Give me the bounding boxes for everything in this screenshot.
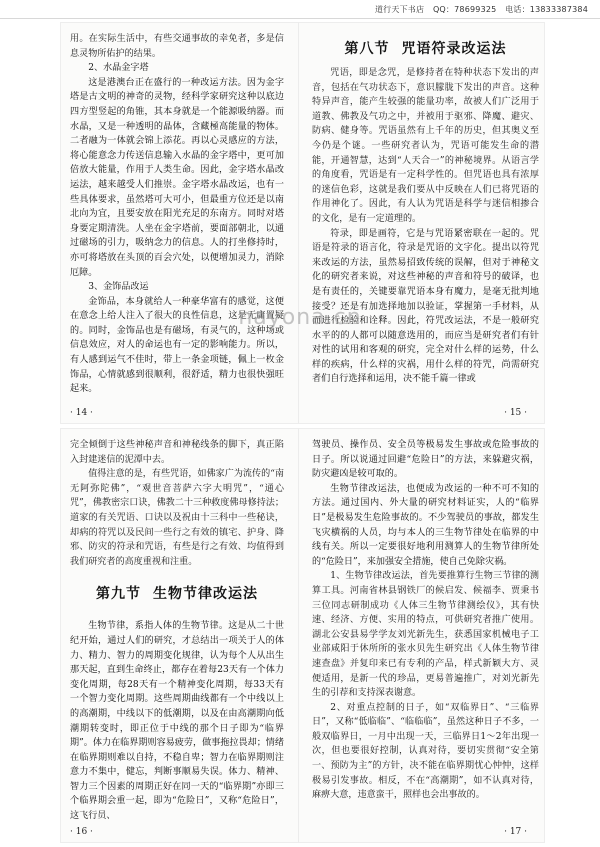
- paragraph: 符录，即是画符，它是与咒语紧密联在一起的。咒语是符录的语言化，符录是咒语的文字化。提出以符咒来改运的方法，虽然易招致传统的误解，但对于神秘文化的研究者来说，对这些神秘的声音和符号的破译，也是有责任的，关键要靠咒语本身有魔力，是毫无批判地接受？还是有加选择地加以验证，掌握第一手材料，从而进行检验和诠释。因此，符咒改运法，不是一般研究水平的的人都可以随意选用的，而应当是研究者们有针对性的试用和客观的研究，完全对什么样的运势，什么样的疾病，什么样的灾祸，用什么样的符咒，尚需研究者们自行选择和运用，决不能千篇一律或: [312, 228, 539, 385]
- shop-qq: QQ：78699325: [432, 5, 497, 14]
- paragraph: 生物节律，系指人体的生物节律。这是从二十世纪开始，通过人们的研究，才总结出一项关于人的体力、精力、智力的周期变化规律，认为每个人从出生那天起，直到生命终止，都存在着每23天有一个体力变化周期，每28天有一个精神变化周期，每33天有一个智力变化周期。这些周期曲线都有一个中线以上的高潮期，中线以下的低潮期，以及在由高潮期向低潮期转变时，即正位于中线的那个日子即为“临界期”。体力在临界期则容易疲劳，做事拖拉畏却；情绪在临界期则难以自持，不稳自卑；智力在临界期则注意力不集中，健忘，判断事顺易失误。体力、精神、智力三个因素的周期正好在同一天的“临界期”亦即三个临界期会重一起，即为“危险日”，又称“危险日”，这飞行员、: [70, 621, 284, 822]
- paragraph: 1、生物节律改运法，首先要推算行生物三节律的测算工具。河南省林县钢铁厂的候启发、候福李、贾秉书三位同志研制成功《人体三生物节律测绘仪》，其有快速、经济、方便、实用的特点，可供研究者推广使用。湖北公安县易学学友刘光新先生，获悉国家机械电子工业部咸阳于休所所的张水贝先生研究出《人体生物节律速查盘》并复印来已有专利的产品，样式新颖大方、灵便适用，是新一代的珍品，更易普遍推广，对刘光新先生的引荐和支持深表谢意。: [312, 571, 539, 699]
- scan-spread-pages-14-15: [60, 22, 545, 424]
- subheading-crystal-pyramid: 2、水晶金字塔: [88, 63, 149, 74]
- page-number: · 15 ·: [504, 408, 527, 418]
- watermark: nayona.cn: [238, 305, 362, 330]
- shop-name: 道行天下书店: [374, 5, 425, 14]
- paragraph: 驾驶员、操作员、安全员等极易发生事故或危险事故的日子。所以说通过回避“危险日”的方法，来躲避灾祸，防灾避凶是较可取的。: [312, 440, 539, 480]
- shop-phone: 电话：13833387384: [505, 5, 588, 14]
- paragraph: 完全倾倒于这些神秘声音和神秘线条的脚下，真正陷入封建迷信的泥潭中去。: [70, 440, 284, 465]
- scan-spread-pages-16-17: [60, 428, 545, 843]
- page-number: · 17 ·: [504, 827, 527, 837]
- paragraph: 咒语，即是念咒，是修持者在特种状态下发出的声音，包括在气功状态下，意识朦胧下发出的声音。这种特异声音，能产生较强的能量功率，故被人们广泛用于道教、佛教及气功之中，并被用于驱邪、降魔、避灾、防病、健身等。咒语虽然有上千年的历史，但其奥义至今仍是个谜。一些研究者认为，咒语可能发生命的潜能，开通智慧，达到“人天合一”的神秘境界。从语言学的角度看，咒语是有一定科学性的。但咒语也具有浓厚的迷信色彩，这就是我们要从中反映在人们已将咒语的作用神化了。因此，有人认为咒语是科学与迷信相掺合的文化，是有一定道理的。: [312, 68, 539, 224]
- section-number: 第八节: [344, 41, 390, 57]
- paragraph: 2、对重点控制的日子，如“双临界日”、“三临界日”，又称“低临临”、“临临临”，虽然这种日子不多，一般双临界日，一月中出现一天，三临界日1～2年出现一次，但也要很好控制，认真对待，要切实贯彻“安全第一、预防为主”的方针，决不能在临界期忧心忡忡，这样极易引发事故。相反，不在“高潮期”，如不认真对待，麻痹大意，违意蛮干，照样也会出事故的。: [312, 702, 539, 801]
- paragraph: 值得注意的是，有些咒语，如佛家广为流传的“南无阿弥陀佛”，“观世音菩萨六字大明咒”，“通心咒”，佛教密宗口诀，佛教二十三种救度佛母修持法；道家的有关咒语、口诀以及祝由十三科中一些秘诀，却病的符咒以及民间一些行之有效的镇宅、护身、降邪、防灾的符录和咒语，有些是行之有效、均值得到我们研究者的高度重视和注重。: [70, 469, 284, 567]
- subheading-gold-jewelry: 3、金饰品改运: [88, 282, 149, 293]
- section-title: 咒语符录改运法: [401, 41, 507, 57]
- paragraph: 用。在实际生活中，有些交通事故的幸免者，多是信息灵物所佑护的结果。: [70, 34, 284, 59]
- paragraph: 金饰品，本身就给人一种豪华富有的感觉，这便在意念上给人注入了很大的良性信息，这是无庸置疑的。同时，金饰品也是有磁场，有灵气的，这种场或信息效应，对人的命运也有一定的影响能力。所以，有人感到运气不佳时，带上一条金项链，佩上一枚金饰品，心情就感到很顺利，很舒适，精力也很快强旺起来。: [70, 296, 284, 395]
- section-heading: [70, 583, 284, 605]
- section-heading: [312, 38, 539, 60]
- shop-info: [369, 4, 588, 15]
- page-14: [60, 22, 292, 424]
- page-15: [304, 22, 545, 424]
- section-number: 第九节: [96, 586, 141, 603]
- page-gutter: [298, 428, 299, 843]
- page-number: · 14 ·: [70, 408, 93, 418]
- section-title: 生物节律改运法: [153, 586, 258, 603]
- paragraph: 这是港澳台正在盛行的一种改运方法。因为金字塔是古文明的神奇的灵物，经科学家研究这种以底边四方型竖起的角锥，其本身就是一个能源吸纳器。而水晶，又是一种透明的晶体，含藏極高能量的物体。二者融为一体就会锦上添花。再以心灵感应的方法，将心能意念力传送信息输入水晶的金字塔中，更可加倍放大能量，作用于人类生命。因此，金字塔水晶改运法，越来越受人们推崇。金字塔水晶改运，也有一些具体要求，虽然塔可大可小，但最重方位还是以南北向为宜，且要安放在阳光充足的东南方。同时对塔身要定期清洗。人坐在金字塔前，要面部朝北，以通过磁场的引力，吸纳念力的信息。人的打坐修持时，亦可将塔放在头顶的百会穴处，以便增加灵力，消除厄障。: [70, 77, 284, 278]
- paragraph: 生物节律改运法，也便成为改运的一种不可不知的方法。通过国内、外大量的研究材料证实，人的“临界日”是极易发生危险事故的。不少驾驶员的事故，都发生飞灾横祸的人员，均与本人的三生物节律处在临界的中线有关。所以一定要很好地利用测算人的生物节律所处的“危险日”，来加强安全措施，使自己免除灾祸。: [312, 483, 539, 567]
- page-number: · 16 ·: [70, 827, 93, 837]
- page-gutter: [298, 22, 299, 424]
- page-16: [60, 428, 292, 843]
- page-17: [304, 428, 545, 843]
- source-header: [0, 0, 600, 19]
